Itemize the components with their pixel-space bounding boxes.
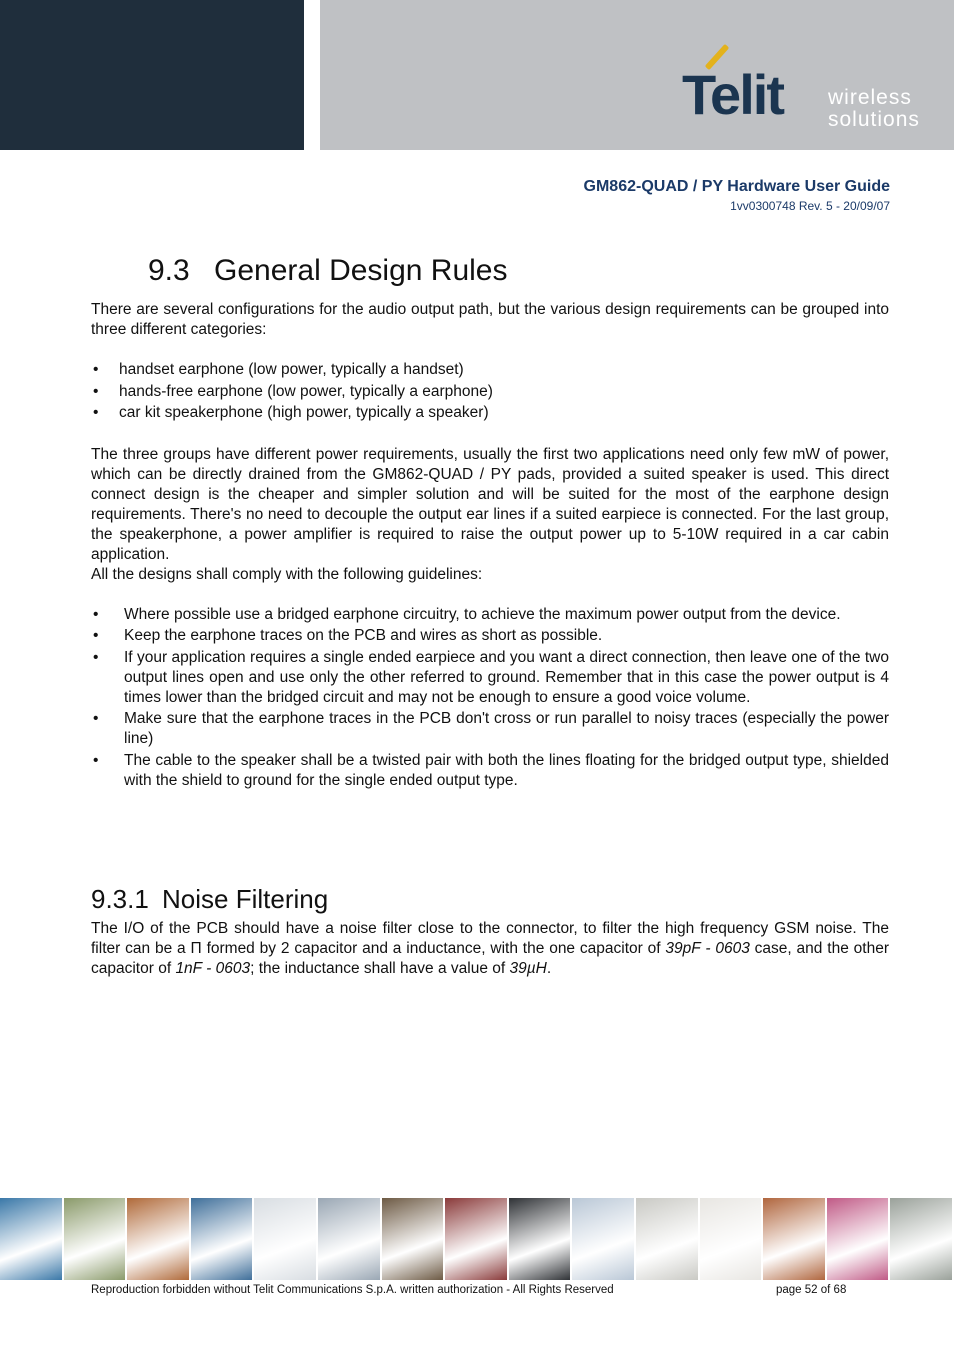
document-revision: 1vv0300748 Rev. 5 - 20/09/07	[730, 199, 890, 213]
intro-paragraph: There are several configurations for the audio output path, but the various design requirements can be grouped into three different categories:	[91, 301, 889, 338]
subsection-heading	[91, 884, 328, 915]
categories-list	[91, 360, 889, 423]
list-item: • handset earphone (low power, typically a handset)	[93, 361, 464, 378]
header-dark-panel	[0, 0, 304, 150]
bullet-icon: •	[93, 404, 99, 421]
bullet-icon: •	[93, 361, 99, 378]
inductance-value: 39µH	[509, 960, 547, 977]
list-item: • car kit speakerphone (high power, typically a speaker)	[93, 404, 489, 421]
cyclist-photo	[318, 1198, 380, 1280]
noise-filtering-paragraph: The I/O of the PCB should have a noise filter close to the connector, to filter the high frequency GSM noise. The filter can be a Π formed by 2 capacitor and a inductance, with the one capacitor of 39pF - 0603 case, and the other capacitor of 1nF - 0603; the inductance shall have a value of 39µH.	[91, 920, 889, 977]
list-item: • If your application requires a single ended earpiece and you want a direct connection, then leave one of the two output lines open and use only the other referred to ground. Remember that in this case the power output is 4 times lower than the bridged circuit and may not be enough to ensure a good voice volume.	[93, 648, 889, 706]
meter-photo	[509, 1198, 571, 1280]
graph-photo	[700, 1198, 762, 1280]
list-item: • hands-free earphone (low power, typically a earphone)	[93, 382, 493, 400]
electric-meter-photo	[636, 1198, 698, 1280]
guidelines-list	[91, 605, 889, 791]
footer-photo-strip	[0, 1198, 954, 1280]
containers-photo	[127, 1198, 189, 1280]
logo-tagline-1: wireless	[828, 86, 912, 109]
list-item: • Make sure that the earphone traces in the PCB don't cross or run parallel to noisy traces (especially the power line)	[93, 710, 889, 747]
document-title: GM862-QUAD / PY Hardware User Guide	[583, 178, 890, 195]
keyboard-photo	[254, 1198, 316, 1280]
footer-copyright: Reproduction forbidden without Telit Communications S.p.A. written authorization - All Rights Reserved	[91, 1284, 614, 1296]
subsection-number: 9.3.1	[91, 884, 149, 914]
section-title: General Design Rules	[214, 254, 508, 287]
vending-photo	[445, 1198, 507, 1280]
telit-logo	[676, 48, 936, 138]
bullet-icon: •	[93, 648, 99, 666]
bullet-icon: •	[93, 382, 99, 400]
list-item: • The cable to the speaker shall be a twisted pair with both the lines floating for the bridged output type, shielded with the shield to ground for the single ended output type.	[93, 751, 889, 789]
list-item: • Keep the earphone traces on the PCB and wires as short as possible.	[93, 627, 603, 644]
list-item: • Where possible use a bridged earphone circuitry, to achieve the maximum power output from the device.	[93, 605, 841, 623]
card-photo	[382, 1198, 444, 1280]
logo-tagline-2: solutions	[828, 108, 920, 131]
logo-wordmark: Telit	[682, 63, 783, 126]
bullet-icon: •	[93, 627, 99, 644]
subsection-title: Noise Filtering	[162, 884, 329, 914]
capacitor-value-2: 1nF - 0603	[175, 960, 251, 977]
phone-sign-photo	[64, 1198, 126, 1280]
section-number: 9.3	[148, 254, 190, 287]
wind-turbines-photo	[572, 1198, 634, 1280]
guidelines-intro: All the designs shall comply with the following guidelines:	[91, 565, 483, 583]
train-photo	[763, 1198, 825, 1280]
camera-photo	[890, 1198, 952, 1280]
bullet-icon: •	[93, 710, 99, 727]
page-number: page 52 of 68	[776, 1284, 847, 1296]
body-paragraph: The three groups have different power requirements, usually the first two applications need only few mW of power, which can be directly drained from the GM862-QUAD / PY pads, provided a suited speaker is used. This direct connect design is the cheaper and simpler solution and will be suited for the most of the earphone design requirements. There's no need to decouple the output ear lines if a suited earpiece is connected. For the last group, the speakerphone, a power amplifier is required to raise the output power up to 5-10W required in a car cabin application.	[91, 445, 889, 563]
bullet-icon: •	[93, 605, 99, 623]
road-photo	[0, 1198, 62, 1280]
capacitor-value-1: 39pF - 0603	[665, 940, 750, 957]
bullet-icon: •	[93, 751, 99, 769]
digital-clock-photo	[191, 1198, 253, 1280]
section-heading	[148, 254, 507, 288]
pink-photo	[827, 1198, 889, 1280]
section-content	[91, 300, 889, 792]
